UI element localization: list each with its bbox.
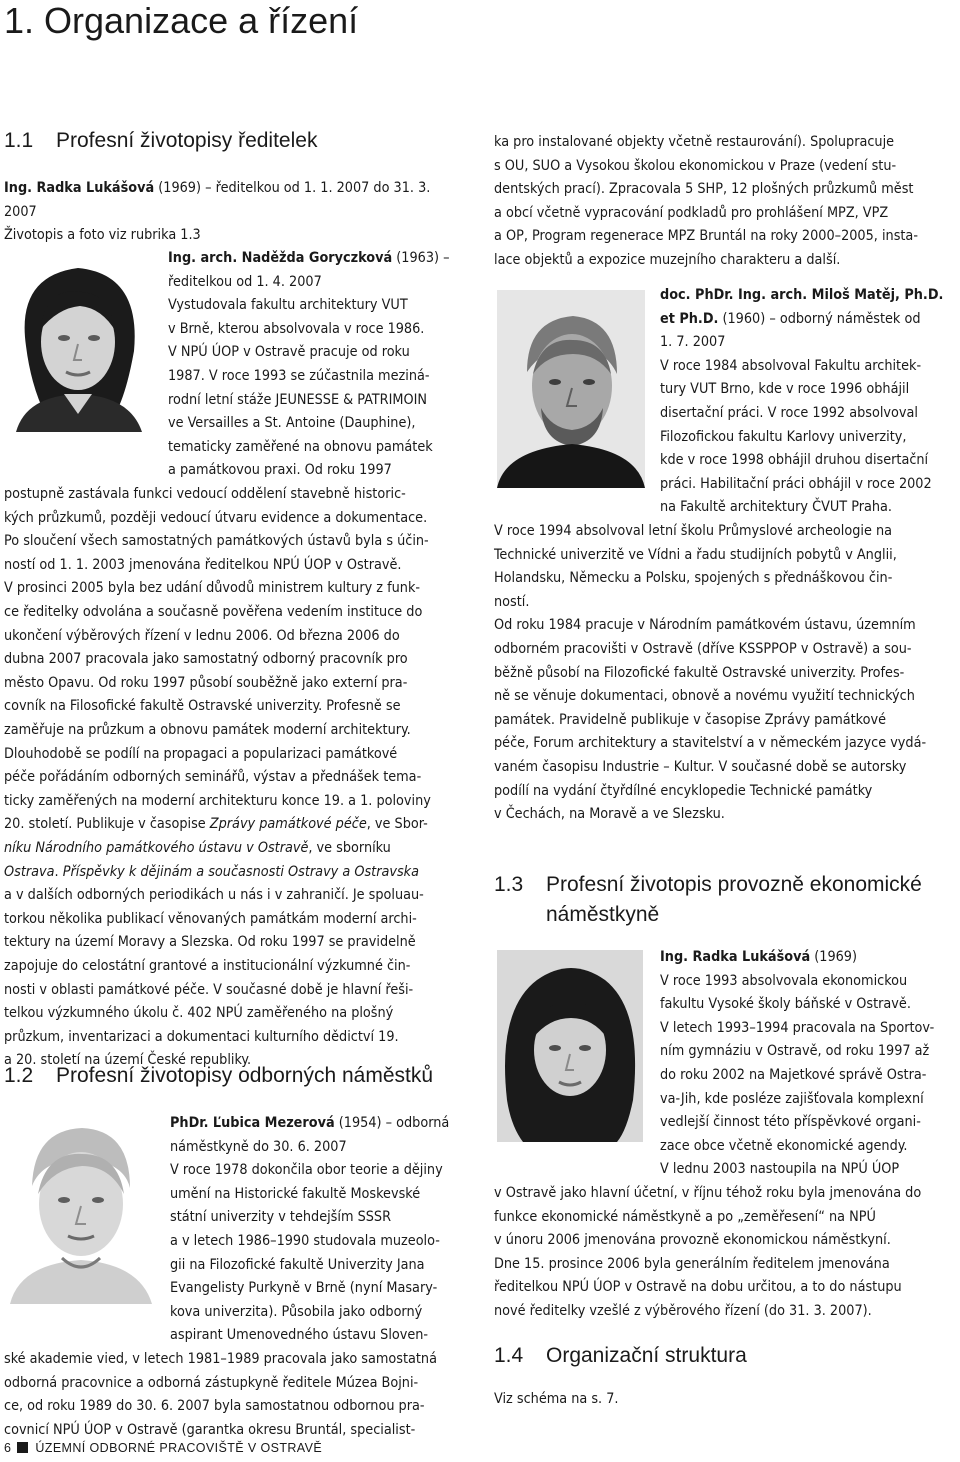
- text-line: Technické univerzitě ve Vídni a řadu studijních pobytů v Anglii,: [494, 546, 897, 563]
- text-line: ně se věnuje dokumentaci, obnově a novému využití technických: [494, 688, 915, 705]
- text-line: Ostrava. Příspěvky k dějinám a současnosti Ostravy a Ostravska: [4, 863, 420, 880]
- text-line: V NPÚ ÚOP v Ostravě pracuje od roku: [168, 344, 410, 361]
- text-line: tury VUT Brno, kde v roce 1996 obhájil: [660, 381, 910, 398]
- section-title-text: Profesní životopis provozně ekonomické: [546, 873, 922, 896]
- text-line: rodní letní stáže JEUNESSE & PATRIMOIN: [168, 391, 428, 408]
- text-line: 1. 7. 2007: [660, 334, 726, 351]
- text-line: s OU, SUO a Vysokou školou ekonomickou v Praze (vedení stu-: [494, 157, 897, 174]
- text-line: ním gymnáziu v Ostravě, od roku 1997 až: [660, 1043, 930, 1060]
- section-number: 1.3: [494, 873, 524, 896]
- text-line: a v letech 1986–1990 studovala muzeolo-: [170, 1233, 440, 1249]
- org-structure-note: Viz schéma na s. 7.: [494, 1391, 619, 1407]
- text-line: nosti v oblasti památkové péče. V současné době je hlavní řeši-: [4, 981, 414, 998]
- text-line: covnicí NPÚ ÚOP v Ostravě (garantka okresu Bruntál, specialist-: [4, 1421, 416, 1438]
- section-1-3-title: [494, 870, 922, 930]
- text-line: Filozofickou fakultu Karlovy univerzity,: [660, 428, 907, 445]
- text-line: V roce 1993 absolvovala ekonomickou: [660, 972, 908, 989]
- text-line: fakultu Vysoké školy báňské v Ostravě.: [660, 996, 911, 1013]
- text-line: va-Jih, kde posléze zajišťovala komplexní: [660, 1090, 924, 1107]
- text-line: Životopis a foto viz rubrika 1.3: [4, 227, 201, 244]
- section-number: 1.4: [494, 1344, 524, 1367]
- text-line: Vystudovala fakultu architektury VUT: [168, 297, 408, 314]
- text-line: tektury na území Moravy a Slezska. Od roku 1997 se pravidelně: [4, 934, 416, 951]
- section-title-text: Profesní životopisy ředitelek: [56, 129, 318, 152]
- text-line: kde v roce 1998 obhájil druhou disertační: [660, 452, 929, 469]
- page-footer: [4, 1441, 322, 1455]
- text-line: ností od 1. 1. 2003 jmenována ředitelkou NPÚ ÚOP v Ostravě.: [4, 556, 402, 573]
- text-line: ukončení výběrových řízení v lednu 2006. Od března 2006 do: [4, 627, 400, 644]
- text-line: vaném časopisu Industrie – Kultur. V současné době se autorsky: [494, 759, 907, 775]
- text-line: v Čechách, na Moravě a ve Slezsku.: [494, 806, 725, 823]
- page-number: 6: [4, 1441, 12, 1455]
- portrait-lukasova: [497, 950, 643, 1142]
- text-line: v únoru 2006 jmenována provozně ekonomickou náměstkyní.: [494, 1232, 891, 1249]
- text-line: odborná pracovnice a odborná zástupkyně ředitele Múzea Bojni-: [4, 1374, 419, 1391]
- text-line: průzkum, inventarizaci a dokumentaci kulturního dědictví 19.: [4, 1028, 399, 1045]
- text-line: PhDr. Ľubica Mezerová (1954) – odborná: [170, 1115, 450, 1131]
- text-line: kova univerzita). Působila jako odborný: [170, 1303, 423, 1320]
- text-line: V roce 1984 absolvoval Fakultu architek-: [660, 357, 922, 374]
- section-number: 1.1: [4, 129, 34, 152]
- portrait-matej: [497, 290, 645, 488]
- text-line: Holandsku, Německu a Polsku, spojených s přednáškovou čin-: [494, 570, 893, 587]
- text-line: zaměřuje na průzkum a obnovu památek moderní architektury.: [4, 722, 411, 738]
- text-line: 1987. V roce 1993 se zúčastnila meziná-: [168, 368, 430, 384]
- portrait-goryczkova: [6, 246, 152, 432]
- text-line: a obcí včetně vypracování podkladů pro prohlášení MPZ, VPZ: [494, 204, 889, 221]
- text-line: a památkovou praxi. Od roku 1997: [168, 462, 392, 479]
- page-title: 1. Organizace a řízení: [4, 0, 359, 41]
- square-icon: [17, 1442, 28, 1453]
- footer-institution: ÚZEMNÍ ODBORNÉ PRACOVIŠTĚ V OSTRAVĚ: [35, 1441, 323, 1455]
- text-line: aspirant Umenovedného ústavu Sloven-: [170, 1327, 429, 1344]
- text-line: 20. století. Publikuje v časopise Zprávy památkové péče, ve Sbor-: [4, 816, 428, 833]
- text-line: ce, od roku 1989 do 30. 6. 2007 byla samostatnou odbornou pra-: [4, 1398, 425, 1415]
- text-line: do roku 2002 na Majetkové správě Ostra-: [660, 1067, 927, 1083]
- text-line: péče, Forum architektury a stavitelství a v německém jazyce vydá-: [494, 735, 927, 752]
- text-line: Evangelisty Purkyně v Brně (nyní Masary-: [170, 1280, 438, 1297]
- text-line: Po sloučení všech samostatných památkových ústavů byla s účin-: [4, 533, 429, 550]
- text-line: tematicky zaměřené na obnovu památek: [168, 438, 433, 455]
- text-line: náměstkyně do 30. 6. 2007: [170, 1138, 347, 1155]
- text-line: torkou několika publikací věnovaných památkám moderní archi-: [4, 910, 417, 927]
- section-number: 1.2: [4, 1064, 34, 1087]
- text-line: Dlouhodobě se podílí na propagaci a popularizaci památkové: [4, 745, 398, 762]
- text-line: funkce ekonomické náměstkyně a po „zeměřesení“ na NPÚ: [494, 1208, 876, 1225]
- text-line: v Brně, kterou absolvovala v roce 1986.: [168, 320, 425, 337]
- text-line: kých průzkumů, později vedoucí útvaru evidence a dokumentace.: [4, 509, 428, 526]
- text-line: nové ředitelky vzešlé z výběrového řízení (do 31. 3. 2007).: [494, 1303, 872, 1319]
- text-line: ticky zaměřených na moderní architekturu konce 19. a 1. poloviny: [4, 792, 431, 809]
- section-1-4-title: [494, 1341, 747, 1371]
- text-line: et Ph.D. (1960) – odborný náměstek od: [660, 310, 921, 327]
- text-line: Ing. Radka Lukášová (1969): [660, 949, 858, 965]
- text-line: V roce 1978 dokončila obor teorie a dějiny: [170, 1162, 443, 1179]
- section-title-text: Organizační struktura: [546, 1344, 747, 1367]
- text-line: covník na Filosofické fakultě Ostravské univerzity. Profesně se: [4, 698, 401, 715]
- text-line: postupně zastávala funkci vedoucí oddělení stavebně historic-: [4, 486, 406, 502]
- text-line: péče pořádáním odborných seminářů, výstav a přednášek tema-: [4, 769, 422, 786]
- text-line: odborném pracovišti v Ostravě (dříve KSSPPOP v Ostravě) a sou-: [494, 641, 912, 657]
- section-1-2-title: [4, 1061, 433, 1091]
- text-line: ce ředitelky odvolána a současně pověřena vedením instituce do: [4, 604, 423, 620]
- text-line: Dne 15. prosince 2006 byla generálním ředitelem jmenována: [494, 1255, 890, 1272]
- text-line: vedlejší činnost této příspěvkové organi-: [660, 1114, 921, 1131]
- text-line: telkou výzkumného úkolu č. 402 NPÚ zaměřeného na plošný: [4, 1005, 394, 1022]
- text-line: běžně působí na Filozofické fakultě Ostravské univerzity. Profes-: [494, 664, 905, 681]
- text-line: ské akademie vied, v letech 1981–1989 pracovala jako samostatná: [4, 1351, 437, 1367]
- text-line: ností.: [494, 593, 530, 610]
- text-line: a 20. století na území České republiky.: [4, 1052, 252, 1069]
- text-line: doc. PhDr. Ing. arch. Miloš Matěj, Ph.D.: [660, 287, 944, 303]
- text-line: Ing. arch. Naděžda Goryczková (1963) –: [168, 250, 450, 266]
- text-line: zace obce včetně ekonomické agendy.: [660, 1137, 908, 1154]
- text-line: umění na Historické fakultě Moskevské: [170, 1185, 421, 1202]
- text-line: v Ostravě jako hlavní účetní, v říjnu téhož roku byla jmenována do: [494, 1185, 922, 1201]
- text-line: město Opavu. Od roku 1997 působí souběžně jako externí pra-: [4, 674, 408, 691]
- text-line: ředitelkou od 1. 4. 2007: [168, 273, 322, 290]
- text-line: ve Versailles a St. Antoine (Dauphine),: [168, 415, 416, 432]
- text-line: státní univerzity v tehdejším SSSR: [170, 1209, 392, 1226]
- text-line: níku Národního památkového ústavu v Ostravě, ve sborníku: [4, 840, 391, 856]
- text-line: na Fakultě architektury ČVUT Praha.: [660, 499, 893, 516]
- section-title-text: náměstkyně: [546, 903, 660, 926]
- text-line: Ing. Radka Lukášová (1969) – ředitelkou od 1. 1. 2007 do 31. 3.: [4, 180, 431, 196]
- text-line: 2007: [4, 203, 37, 220]
- text-line: gii na Filozofické fakultě Univerzity Jana: [170, 1256, 425, 1273]
- text-line: ka pro instalované objekty včetně restaurování). Spolupracuje: [494, 134, 895, 150]
- text-line: Od roku 1984 pracuje v Národním památkovém ústavu, územním: [494, 617, 916, 634]
- portrait-mezerova: [6, 1108, 154, 1304]
- text-line: dubna 2007 pracovala jako samostatný odborný pracovník pro: [4, 651, 408, 668]
- text-line: podílí na vydání čtyřdílné encyklopedie Technické památky: [494, 782, 873, 799]
- text-line: a OP, Program regenerace MPZ Bruntál na roky 2000–2005, insta-: [494, 228, 918, 245]
- text-line: zapojuje do celostátní grantové a institucionální výzkumné čin-: [4, 958, 411, 974]
- text-line: a v dalších odborných periodikách u nás i v zahraničí. Je spoluau-: [4, 887, 424, 904]
- text-line: V roce 1994 absolvoval letní školu Průmyslové archeologie na: [494, 523, 892, 539]
- section-1-1-title: [4, 126, 317, 156]
- text-line: V letech 1993–1994 pracovala na Sportov-: [660, 1019, 935, 1036]
- text-line: lace objektů a expozice muzejního charakteru a další.: [494, 252, 841, 268]
- text-line: práci. Habilitační práci obhájil v roce 2002: [660, 475, 932, 492]
- text-line: památek. Pravidelně publikuje v časopise Zprávy památkové: [494, 711, 887, 728]
- text-line: ředitelkou NPÚ ÚOP v Ostravě na dobu určitou, a to do nástupu: [494, 1279, 902, 1296]
- section-title-text: Profesní životopisy odborných náměstků: [56, 1064, 434, 1087]
- text-line: V lednu 2003 nastoupila na NPÚ ÚOP: [660, 1161, 900, 1178]
- text-line: dentských prací). Zpracovala 5 SHP, 12 plošných průzkumů měst: [494, 181, 914, 198]
- text-line: V prosinci 2005 byla bez udání důvodů ministrem kultury z funk-: [4, 580, 421, 597]
- text-line: disertační práci. V roce 1992 absolvoval: [660, 405, 918, 421]
